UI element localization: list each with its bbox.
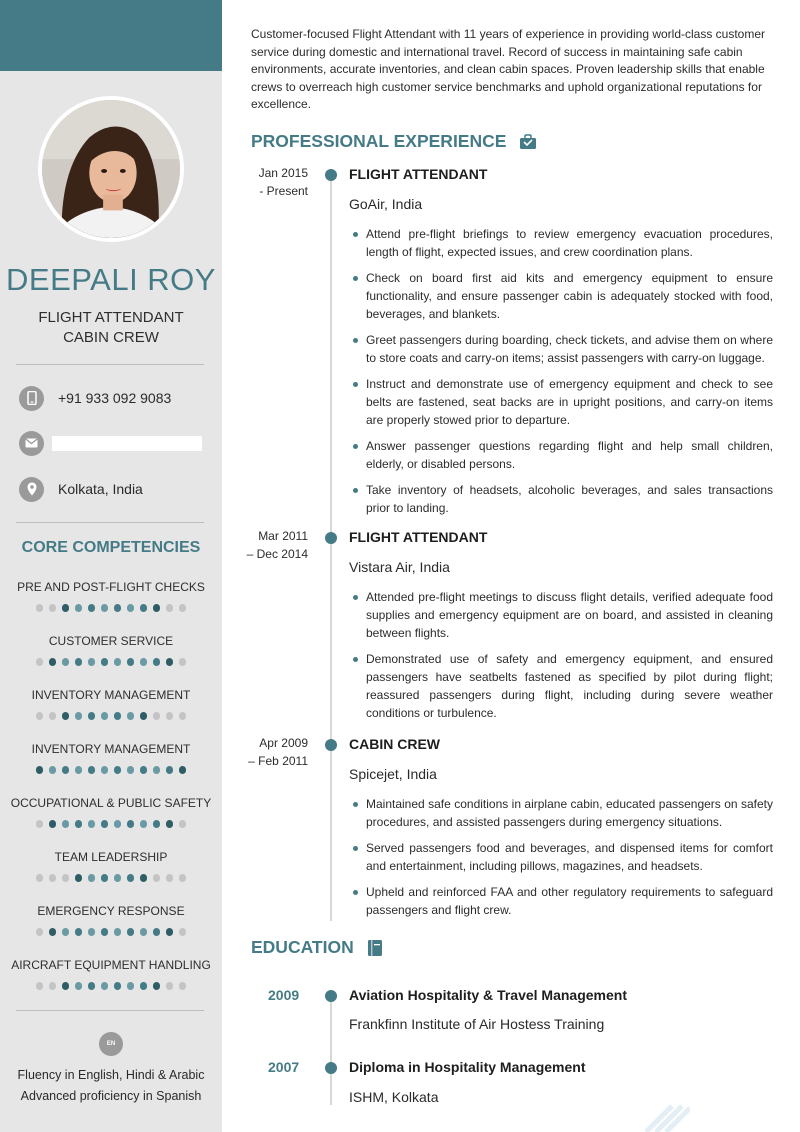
- timeline-dot: [325, 169, 337, 181]
- skill-dot: [75, 604, 83, 612]
- skill-dot: [166, 928, 174, 936]
- skill-dot: [36, 820, 44, 828]
- skill-dot: [127, 982, 135, 990]
- skill-dot: [49, 820, 57, 828]
- skill-dot: [166, 820, 174, 828]
- languages-line-2: Advanced proficiency in Spanish: [20, 1089, 202, 1103]
- job-responsibilities: [349, 225, 773, 525]
- contact-email: [19, 430, 209, 456]
- skill-dot: [49, 766, 57, 774]
- skill-dot: [88, 874, 96, 882]
- sidebar-divider: [16, 1010, 204, 1011]
- education-degree: Aviation Hospitality & Travel Management: [349, 987, 627, 1003]
- skill-dot: [114, 820, 122, 828]
- skill-dot: [166, 604, 174, 612]
- skill-dot: [166, 658, 174, 666]
- skill-dot: [75, 874, 83, 882]
- skill-item: [0, 958, 222, 990]
- timeline-dot: [325, 739, 337, 751]
- skill-dot: [153, 712, 161, 720]
- skill-dot: [153, 658, 161, 666]
- job-responsibilities: [349, 795, 773, 927]
- skill-rating: [0, 820, 222, 828]
- skill-dot: [62, 766, 70, 774]
- skill-dot: [114, 712, 122, 720]
- skill-rating: [0, 928, 222, 936]
- list-item: Take inventory of headsets, alcoholic beverages, and sales transactions prior to landing.: [349, 481, 773, 517]
- skill-dot: [101, 820, 109, 828]
- contact-phone: [19, 385, 209, 411]
- job-date-end: – Feb 2011: [248, 754, 308, 768]
- location-pin-icon: [19, 477, 44, 502]
- skill-dot: [127, 712, 135, 720]
- skill-dot: [49, 874, 57, 882]
- sidebar-divider: [16, 364, 204, 365]
- skill-item: [0, 688, 222, 720]
- skill-rating: [0, 766, 222, 774]
- education-school: ISHM, Kolkata: [349, 1089, 439, 1105]
- list-item: Greet passengers during boarding, check tickets, and advise them on where to store coats and carry-on items; assist passengers with carry-on luggage.: [349, 331, 773, 367]
- skill-dot: [62, 604, 70, 612]
- job-title-line-1: FLIGHT ATTENDANT: [38, 309, 184, 326]
- list-item: Maintained safe conditions in airplane cabin, educated passengers on safety procedures, and assisted passengers during emergency situations.: [349, 795, 773, 831]
- skill-dot: [179, 658, 187, 666]
- skill-dot: [114, 604, 122, 612]
- list-item: Demonstrated use of safety and emergency equipment, and ensured passengers have seatbelts fastened as specified by pilot during flight; reassured passengers during flight, including during severe weather conditions or turbulence.: [349, 650, 773, 722]
- timeline-dot: [325, 532, 337, 544]
- job-company: GoAir, India: [349, 196, 423, 212]
- skill-dot: [62, 982, 70, 990]
- skill-dot: [62, 712, 70, 720]
- skill-dot: [62, 928, 70, 936]
- email-icon: [19, 431, 44, 456]
- education-year: 2007: [268, 1059, 300, 1075]
- experience-timeline: [330, 181, 332, 921]
- skill-dot: [140, 712, 148, 720]
- job-date-end: - Present: [259, 184, 308, 198]
- skill-dot: [140, 658, 148, 666]
- skill-dot: [49, 658, 57, 666]
- phone-icon: [19, 386, 44, 411]
- skill-dot: [36, 604, 44, 612]
- skill-name: AIRCRAFT EQUIPMENT HANDLING: [11, 958, 211, 972]
- list-item: Attend pre-flight briefings to review emergency evacuation procedures, length of flight, expected issues, and crew coordination plans.: [349, 225, 773, 261]
- skill-dot: [153, 820, 161, 828]
- skill-item: [0, 580, 222, 612]
- language-icon-label: EN: [106, 1041, 116, 1047]
- skill-dot: [153, 982, 161, 990]
- education-heading: [251, 937, 383, 958]
- skill-dot: [179, 766, 187, 774]
- skill-dot: [88, 766, 96, 774]
- list-item: Upheld and reinforced FAA and other regulatory requirements to safeguard passengers and flight crew.: [349, 883, 773, 919]
- skill-dot: [101, 766, 109, 774]
- skill-dot: [166, 874, 174, 882]
- skill-dot: [36, 874, 44, 882]
- skill-dot: [88, 604, 96, 612]
- skill-dot: [101, 712, 109, 720]
- skill-dot: [101, 874, 109, 882]
- skill-dot: [62, 658, 70, 666]
- list-item: Check on board first aid kits and emergency equipment to ensure functionality, and ensure passenger cabin is adequately stocked with food, beverages, and blankets.: [349, 269, 773, 323]
- skill-dot: [88, 982, 96, 990]
- skill-dot: [75, 658, 83, 666]
- skill-item: [0, 904, 222, 936]
- skill-dot: [127, 820, 135, 828]
- skill-dot: [114, 928, 122, 936]
- sidebar-header-band: [0, 0, 222, 71]
- skill-dot: [153, 874, 161, 882]
- skill-dot: [101, 658, 109, 666]
- skill-name: CUSTOMER SERVICE: [48, 634, 174, 648]
- skill-dot: [140, 982, 148, 990]
- skill-dot: [127, 604, 135, 612]
- skill-dot: [49, 712, 57, 720]
- location-text: Kolkata, India: [58, 481, 143, 497]
- skill-dot: [49, 604, 57, 612]
- sidebar: [0, 0, 222, 1132]
- skill-item: [0, 634, 222, 666]
- skill-dot: [179, 604, 187, 612]
- job-date-start: Apr 2009: [259, 736, 308, 750]
- education-year: 2009: [268, 987, 300, 1003]
- skill-dot: [179, 874, 187, 882]
- skill-dot: [166, 766, 174, 774]
- job-company: Spicejet, India: [349, 766, 437, 782]
- skill-dot: [75, 712, 83, 720]
- job-date-end: – Dec 2014: [246, 547, 308, 561]
- skill-dot: [140, 874, 148, 882]
- skill-dot: [140, 820, 148, 828]
- skill-dot: [153, 604, 161, 612]
- skill-name: INVENTORY MANAGEMENT: [31, 688, 191, 702]
- skill-dot: [166, 982, 174, 990]
- phone-number[interactable]: +91 933 092 9083: [58, 390, 172, 406]
- section-title: PROFESSIONAL EXPERIENCE: [251, 131, 507, 151]
- skill-dot: [140, 766, 148, 774]
- skill-name: OCCUPATIONAL & PUBLIC SAFETY: [10, 796, 212, 810]
- skill-item: [0, 850, 222, 882]
- education-degree: Diploma in Hospitality Management: [349, 1059, 586, 1075]
- job-title: FLIGHT ATTENDANT: [349, 529, 488, 545]
- skill-dot: [179, 820, 187, 828]
- skill-dot: [75, 928, 83, 936]
- skill-dot: [153, 928, 161, 936]
- skill-dot: [114, 874, 122, 882]
- skill-rating: [0, 604, 222, 612]
- job-title-line-2: CABIN CREW: [63, 329, 159, 346]
- sidebar-divider: [16, 522, 204, 523]
- skill-name: EMERGENCY RESPONSE: [37, 904, 185, 918]
- languages-line-1: Fluency in English, Hindi & Arabic: [17, 1068, 205, 1082]
- skill-dot: [88, 658, 96, 666]
- skill-rating: [0, 658, 222, 666]
- skill-dot: [36, 766, 44, 774]
- list-item: Served passengers food and beverages, and dispensed items for comfort and entertainment, including pillows, magazines, and headsets.: [349, 839, 773, 875]
- job-title: CABIN CREW: [349, 736, 440, 752]
- email-address-redacted[interactable]: [52, 436, 202, 451]
- education-school: Frankfinn Institute of Air Hostess Training: [349, 1016, 605, 1032]
- skill-dot: [101, 982, 109, 990]
- profile-photo: [38, 96, 184, 242]
- skill-dot: [75, 982, 83, 990]
- skill-dot: [127, 766, 135, 774]
- skill-dot: [88, 820, 96, 828]
- job-title: FLIGHT ATTENDANT: [349, 166, 488, 182]
- professional-summary: Customer-focused Flight Attendant with 11 years of experience in providing world-class customer service during domestic and international travel. Record of success in maintaining safe cabin environments, accurate inventories, and clean cabin spaces. Proven leadership skills that enable crews to overreach high customer service benchmarks and uphold organizational reputations for excellence.: [251, 27, 766, 111]
- job-responsibilities: [349, 588, 773, 730]
- list-item: Instruct and demonstrate use of emergency equipment and check to see belts are fastened, seat backs are in upright positions, and carry-on items are properly stowed prior to departure.: [349, 375, 773, 429]
- skill-dot: [114, 766, 122, 774]
- skill-dot: [49, 982, 57, 990]
- briefcase-icon: [519, 134, 537, 150]
- skill-item: [0, 742, 222, 774]
- skill-name: INVENTORY MANAGEMENT: [31, 742, 191, 756]
- skill-dot: [179, 928, 187, 936]
- skill-dot: [114, 658, 122, 666]
- skill-dot: [179, 712, 187, 720]
- skill-dot: [101, 604, 109, 612]
- watermark-stripes: [642, 1096, 690, 1132]
- list-item: Answer passenger questions regarding flight and help small children, elderly, or disabled persons.: [349, 437, 773, 473]
- job-date-start: Jan 2015: [258, 166, 308, 180]
- timeline-dot: [325, 1062, 337, 1074]
- skill-rating: [0, 874, 222, 882]
- skill-dot: [62, 874, 70, 882]
- skill-dot: [36, 712, 44, 720]
- candidate-name: DEEPALI ROY: [6, 262, 216, 297]
- skill-name: PRE AND POST-FLIGHT CHECKS: [17, 580, 205, 594]
- skill-name: TEAM LEADERSHIP: [54, 850, 168, 864]
- skill-dot: [101, 928, 109, 936]
- skill-dot: [140, 604, 148, 612]
- professional-experience-heading: [251, 131, 537, 152]
- skill-dot: [88, 928, 96, 936]
- skill-dot: [166, 712, 174, 720]
- skill-dot: [127, 928, 135, 936]
- section-title: EDUCATION: [251, 937, 354, 957]
- skill-dot: [75, 820, 83, 828]
- skill-dot: [127, 874, 135, 882]
- skill-rating: [0, 712, 222, 720]
- job-date-start: Mar 2011: [258, 529, 308, 543]
- skill-dot: [127, 658, 135, 666]
- skill-dot: [88, 712, 96, 720]
- skill-dot: [36, 982, 44, 990]
- job-company: Vistara Air, India: [349, 559, 450, 575]
- skill-dot: [62, 820, 70, 828]
- skill-dot: [179, 982, 187, 990]
- skill-dot: [140, 928, 148, 936]
- book-icon: [367, 939, 383, 957]
- timeline-dot: [325, 990, 337, 1002]
- core-competencies-heading: CORE COMPETENCIES: [21, 539, 201, 556]
- skill-dot: [36, 928, 44, 936]
- skill-dot: [36, 658, 44, 666]
- contact-location: [19, 476, 209, 502]
- list-item: Attended pre-flight meetings to discuss flight details, verified adequate food supplies and emergency equipment are on board, and assisted in cleaning between flights.: [349, 588, 773, 642]
- skill-dot: [75, 766, 83, 774]
- skill-dot: [153, 766, 161, 774]
- skill-dot: [114, 982, 122, 990]
- skill-item: [0, 796, 222, 828]
- language-icon: [99, 1032, 123, 1056]
- skill-dot: [49, 928, 57, 936]
- education-timeline: [330, 1001, 332, 1105]
- skill-rating: [0, 982, 222, 990]
